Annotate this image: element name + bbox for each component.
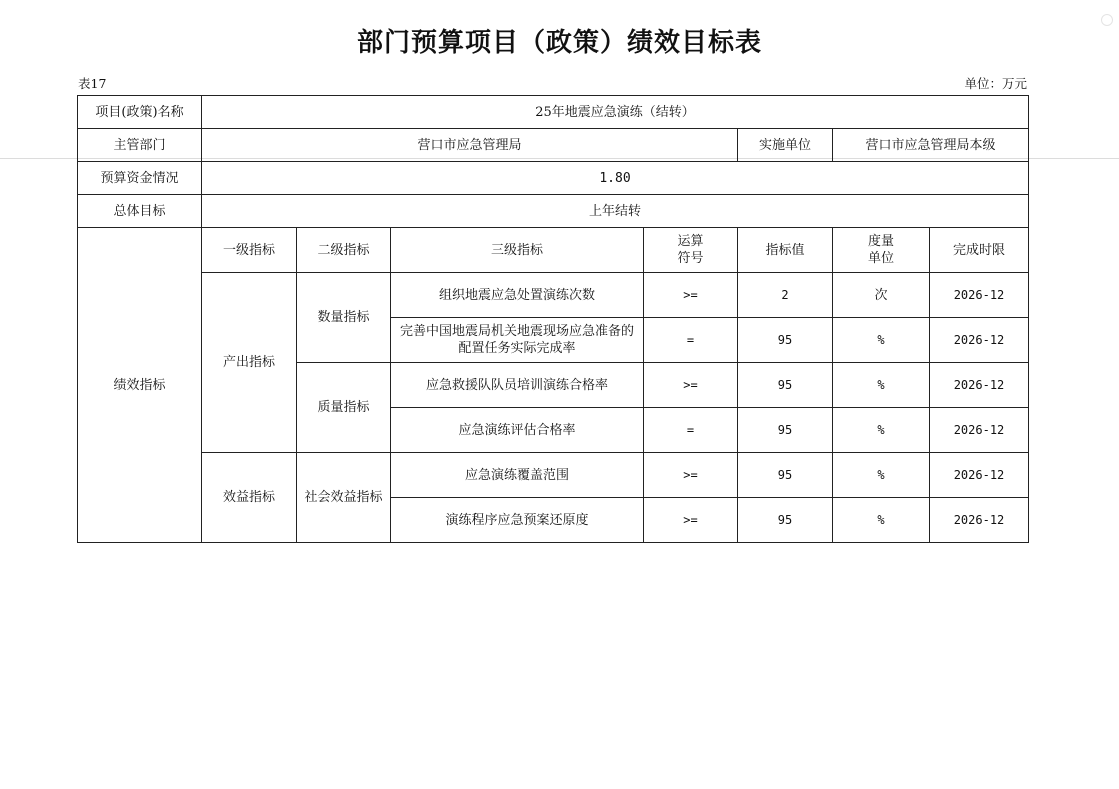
indicator-deadline: 2026-12 — [930, 363, 1029, 408]
header-level2: 二级指标 — [297, 228, 391, 273]
project-value: 25年地震应急演练（结转） — [202, 96, 1029, 129]
header-unit-line2: 单位 — [867, 251, 894, 266]
indicator-name: 应急演练覆盖范围 — [391, 453, 644, 498]
indicator-value: 95 — [738, 318, 833, 363]
indicator-operator: >= — [644, 363, 738, 408]
group-quantity: 数量指标 — [297, 273, 391, 363]
impl-label: 实施单位 — [738, 129, 833, 162]
dept-label: 主管部门 — [78, 129, 202, 162]
table-number: 表17 — [78, 76, 107, 91]
header-unit — [833, 228, 930, 273]
row-project — [78, 96, 1029, 129]
indicator-value: 95 — [738, 363, 833, 408]
indicator-operator: = — [644, 408, 738, 453]
perf-label: 绩效指标 — [78, 228, 202, 543]
header-deadline: 完成时限 — [930, 228, 1029, 273]
indicator-deadline: 2026-12 — [930, 273, 1029, 318]
table-row — [78, 453, 1029, 498]
header-operator — [644, 228, 738, 273]
indicator-value: 2 — [738, 273, 833, 318]
row-budget — [78, 162, 1029, 195]
group-social: 社会效益指标 — [297, 453, 391, 543]
indicator-operator: >= — [644, 498, 738, 543]
header-unit-line1: 度量 — [867, 234, 894, 249]
indicator-name: 演练程序应急预案还原度 — [391, 498, 644, 543]
indicator-name: 应急演练评估合格率 — [391, 408, 644, 453]
budget-value: 1.80 — [202, 162, 1029, 195]
header-level1: 一级指标 — [202, 228, 297, 273]
indicator-unit: 次 — [833, 273, 930, 318]
group-benefit: 效益指标 — [202, 453, 297, 543]
header-value: 指标值 — [738, 228, 833, 273]
indicator-operator: = — [644, 318, 738, 363]
row-goal — [78, 195, 1029, 228]
goal-label: 总体目标 — [78, 195, 202, 228]
budget-label: 预算资金情况 — [78, 162, 202, 195]
indicator-deadline: 2026-12 — [930, 408, 1029, 453]
indicator-deadline: 2026-12 — [930, 498, 1029, 543]
row-indicator-header — [78, 228, 1029, 273]
indicator-operator: >= — [644, 273, 738, 318]
indicator-unit: % — [833, 363, 930, 408]
dept-value: 营口市应急管理局 — [202, 129, 738, 162]
row-department — [78, 129, 1029, 162]
group-quality: 质量指标 — [297, 363, 391, 453]
header-operator-line2: 符号 — [677, 251, 704, 266]
indicator-deadline: 2026-12 — [930, 453, 1029, 498]
indicator-unit: % — [833, 408, 930, 453]
indicator-value: 95 — [738, 408, 833, 453]
indicator-name: 应急救援队队员培训演练合格率 — [391, 363, 644, 408]
indicator-name: 完善中国地震局机关地震现场应急准备的配置任务实际完成率 — [391, 318, 644, 363]
group-output: 产出指标 — [202, 273, 297, 453]
page-title: 部门预算项目（政策）绩效目标表 — [356, 28, 762, 58]
indicator-deadline: 2026-12 — [930, 318, 1029, 363]
table-row — [78, 273, 1029, 318]
indicator-unit: % — [833, 498, 930, 543]
project-label: 项目(政策)名称 — [78, 96, 202, 129]
performance-table — [77, 95, 1029, 543]
goal-value: 上年结转 — [202, 195, 1029, 228]
indicator-unit: % — [833, 318, 930, 363]
header-level3: 三级指标 — [391, 228, 644, 273]
header-operator-line1: 运算 — [677, 234, 704, 249]
indicator-operator: >= — [644, 453, 738, 498]
indicator-unit: % — [833, 453, 930, 498]
indicator-name: 组织地震应急处置演练次数 — [391, 273, 644, 318]
unit-label: 单位：万元 — [964, 76, 1027, 91]
indicator-value: 95 — [738, 453, 833, 498]
indicator-value: 95 — [738, 498, 833, 543]
impl-value: 营口市应急管理局本级 — [833, 129, 1029, 162]
